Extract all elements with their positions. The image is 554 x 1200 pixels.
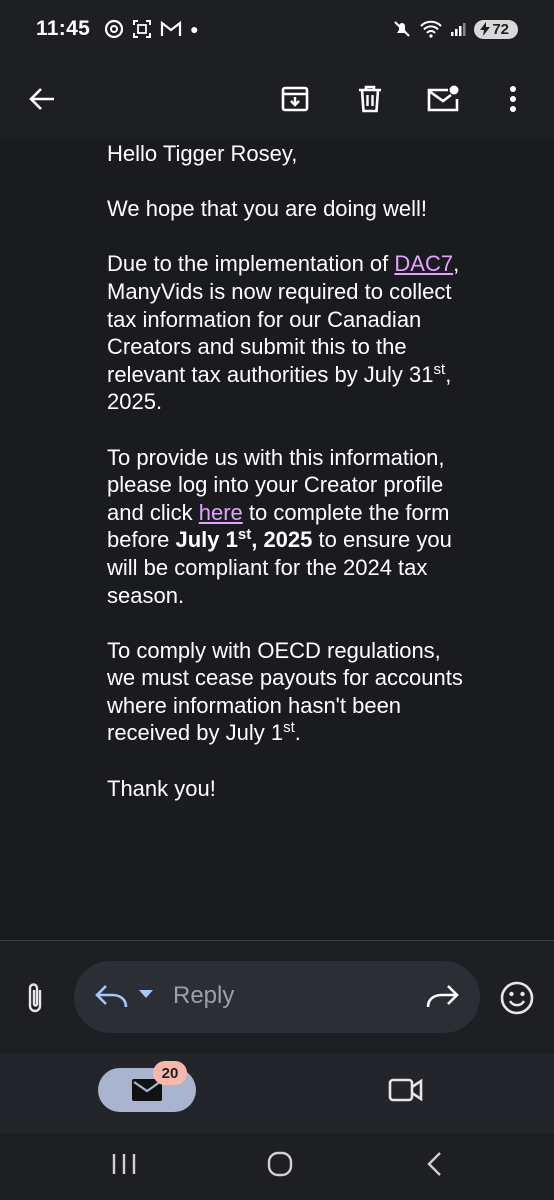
email-paragraph-3: To provide us with this information, please log into your Creator profile and click here to complete the form before July 1st, 2025 to ensure you will be compliant for the 2024 tax season. [107, 444, 452, 608]
battery-indicator [474, 20, 518, 39]
archive-icon [280, 84, 310, 114]
system-back-icon [426, 1151, 442, 1177]
battery-level: 72 [492, 20, 509, 38]
more-options-button[interactable] [486, 72, 540, 126]
bottom-navigation [0, 1053, 554, 1133]
notification-dot-icon: ● [190, 21, 199, 37]
chevron-down-icon[interactable] [138, 989, 154, 999]
reply-icon [94, 983, 128, 1011]
archive-button[interactable] [268, 72, 322, 126]
email-content[interactable] [0, 140, 554, 940]
home-button[interactable] [260, 1147, 300, 1181]
email-paragraph-4: To comply with OECD regulations, we must cease payouts for accounts where information hasn't been received by July 1st. [107, 637, 463, 746]
email-body [107, 140, 467, 830]
threads-icon [104, 19, 124, 39]
system-back-button[interactable] [414, 1147, 454, 1181]
back-button[interactable] [15, 72, 69, 126]
email-greeting: Hello Tigger Rosey, [107, 141, 298, 166]
video-camera-icon[interactable] [388, 1074, 424, 1106]
recents-icon [111, 1152, 137, 1176]
trash-icon [356, 84, 384, 114]
signal-icon [450, 21, 466, 37]
system-navigation-bar [0, 1133, 554, 1200]
reply-label: Reply [173, 982, 235, 1009]
status-time: 11:45 [36, 17, 91, 40]
back-arrow-icon [28, 87, 56, 111]
forward-icon[interactable] [426, 983, 460, 1011]
emoji-icon[interactable] [498, 979, 536, 1017]
paperclip-icon [24, 981, 46, 1015]
mute-icon [392, 19, 412, 39]
status-icons-left [104, 19, 198, 39]
recents-button[interactable] [104, 1147, 144, 1181]
gmail-icon [160, 20, 182, 38]
status-icons-right [392, 19, 518, 39]
wifi-icon [420, 20, 442, 38]
attach-button[interactable] [14, 977, 56, 1019]
mark-unread-button[interactable] [416, 72, 470, 126]
home-icon [266, 1150, 294, 1178]
reply-input[interactable] [74, 961, 480, 1033]
more-vert-icon [509, 85, 517, 113]
mark-unread-icon [426, 84, 460, 114]
reply-bar [0, 941, 554, 1053]
status-bar [0, 0, 554, 58]
delete-button[interactable] [343, 72, 397, 126]
dac7-link[interactable]: DAC7 [394, 251, 454, 277]
charging-icon [480, 22, 490, 36]
here-link[interactable]: here [198, 499, 243, 525]
scan-icon [132, 19, 152, 39]
email-paragraph-1: We hope that you are doing well! [107, 196, 428, 222]
email-paragraph-2: Due to the implementation of DAC7, ManyVids is now required to collect tax information for our Canadian Creators and submit this to the relevant tax authorities by July 31st, 2025. [107, 251, 460, 415]
email-toolbar [0, 58, 554, 140]
mail-unread-badge: 20 [153, 1061, 187, 1085]
email-closing: Thank you! [107, 775, 216, 801]
